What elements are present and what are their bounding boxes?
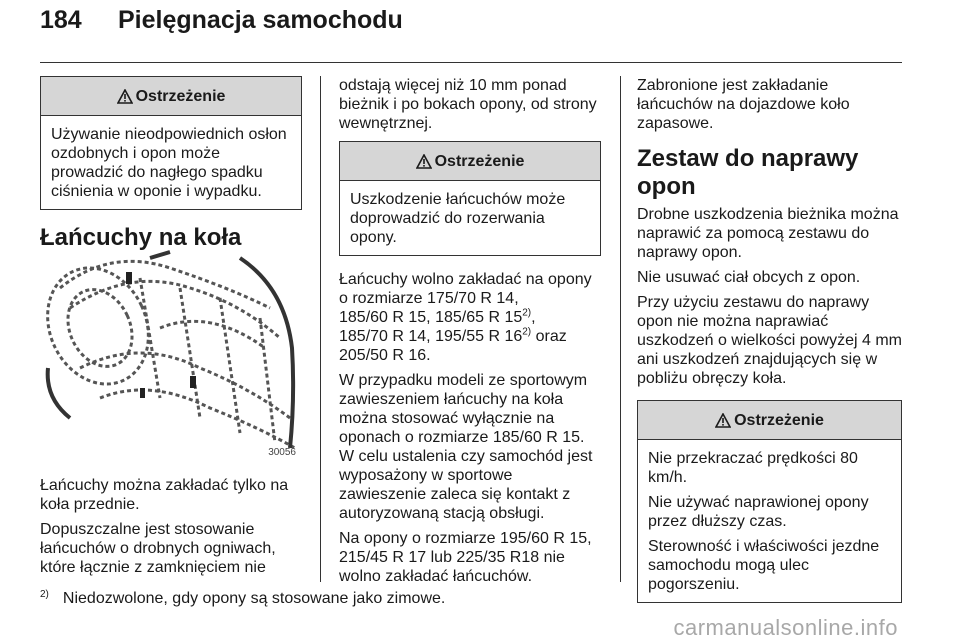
- warning-title: Ostrzeżenie: [434, 152, 525, 170]
- header-rule: [40, 62, 902, 63]
- repaired-tyre-duration-text: Nie używać naprawionej opony przez dłuższy czas.: [648, 494, 869, 530]
- column-divider-2: [620, 76, 621, 582]
- column-1-text: [40, 476, 302, 583]
- forbidden-tyre-sizes-text: Na opony o rozmiarze 195/60 R 15, 215/45 R 17 lub 225/35 R18 nie wolno zakładać łańcuchów.: [339, 530, 592, 585]
- snow-chains-illustration: [40, 248, 302, 460]
- column-divider-1: [320, 76, 321, 582]
- snow-chains-figure: [40, 248, 302, 460]
- column-3: [637, 76, 902, 603]
- warning-box: [339, 141, 601, 256]
- allowed-tyre-sizes-text: Łańcuchy wolno zakładać na opony o rozmiarze 175/70 R 14, 185/60 R 15, 185/65 R 15$^{2)}$, 185/70 R 14, 195/55 R 16$^{2)}$ oraz 205/50 R 16.: [339, 271, 592, 364]
- page-number: 184: [40, 6, 82, 34]
- handling-warning-text: Sterowność i właściwości jezdne samochodu mogą ulec pogorszeniu.: [648, 538, 880, 593]
- column-2: [339, 76, 601, 592]
- chains-front-only-text: Łańcuchy można zakładać tylko na koła przednie.: [40, 477, 289, 513]
- warning-triangle-icon: [117, 89, 133, 104]
- chains-protrusion-text: odstają więcej niż 10 mm ponad bieżnik i po bokach opony, od strony wewnętrznej.: [339, 77, 597, 132]
- warning-text: Uszkodzenie łańcuchów może doprowadzić do rozerwania opony.: [350, 191, 566, 246]
- figure-number: 30056: [268, 447, 296, 458]
- footnote-marker: 2): [40, 588, 49, 600]
- warning-text: Używanie nieodpowiednich osłon ozdobnych i opon może prowadzić do nagłego spadku ciśnienia w oponie i wypadku.: [51, 126, 287, 200]
- sport-suspension-text: W przypadku modeli ze sportowym zawieszeniem łańcuchy na koła można stosować wyłącznie na oponach o rozmiarze 185/60 R 15. W celu ustalenia czy samochód jest wyposażony w sportowe zawieszenie zaleca się kontakt z autoryzowaną stacją obsługi.: [339, 372, 593, 522]
- warning-title: Ostrzeżenie: [734, 411, 824, 429]
- footnote: [40, 590, 445, 608]
- chains-fine-links-text: Dopuszczalne jest stosowanie łańcuchów o drobnych ogniwach, które łącznie z zamknięciem nie: [40, 521, 276, 576]
- repair-kit-intro-text: Drobne uszkodzenia bieżnika można naprawić za pomocą zestawu do naprawy opon.: [637, 206, 899, 261]
- column-1: [40, 76, 302, 252]
- warning-header: [41, 77, 301, 116]
- warning-header: [340, 142, 600, 181]
- warning-title: Ostrzeżenie: [135, 87, 226, 105]
- warning-triangle-icon: [416, 154, 432, 169]
- warning-box: [637, 400, 902, 603]
- page-title: Pielęgnacja samochodu: [118, 6, 403, 34]
- warning-box: [40, 76, 302, 210]
- footnote-text: Niedozwolone, gdy opony są stosowane jako zimowe.: [62, 590, 446, 607]
- section-heading-repair-kit: Zestaw do naprawy opon: [637, 145, 859, 200]
- section-heading-chains: Łańcuchy na koła: [40, 224, 242, 251]
- spare-wheel-text: Zabronione jest zakładanie łańcuchów na dojazdowe koło zapasowe.: [637, 77, 850, 132]
- watermark: carmanualsonline.info: [673, 615, 898, 640]
- foreign-objects-text: Nie usuwać ciał obcych z opon.: [637, 269, 861, 286]
- warning-triangle-icon: [715, 413, 731, 428]
- page-header: [40, 6, 403, 35]
- warning-header: [638, 401, 901, 440]
- repair-limits-text: Przy użyciu zestawu do naprawy opon nie można naprawiać uszkodzeń o wielkości powyżej 4 mm ani uszkodzeń znajdujących się w pobliżu obręczy koła.: [637, 294, 902, 387]
- speed-limit-text: Nie przekraczać prędkości 80 km/h.: [648, 450, 858, 486]
